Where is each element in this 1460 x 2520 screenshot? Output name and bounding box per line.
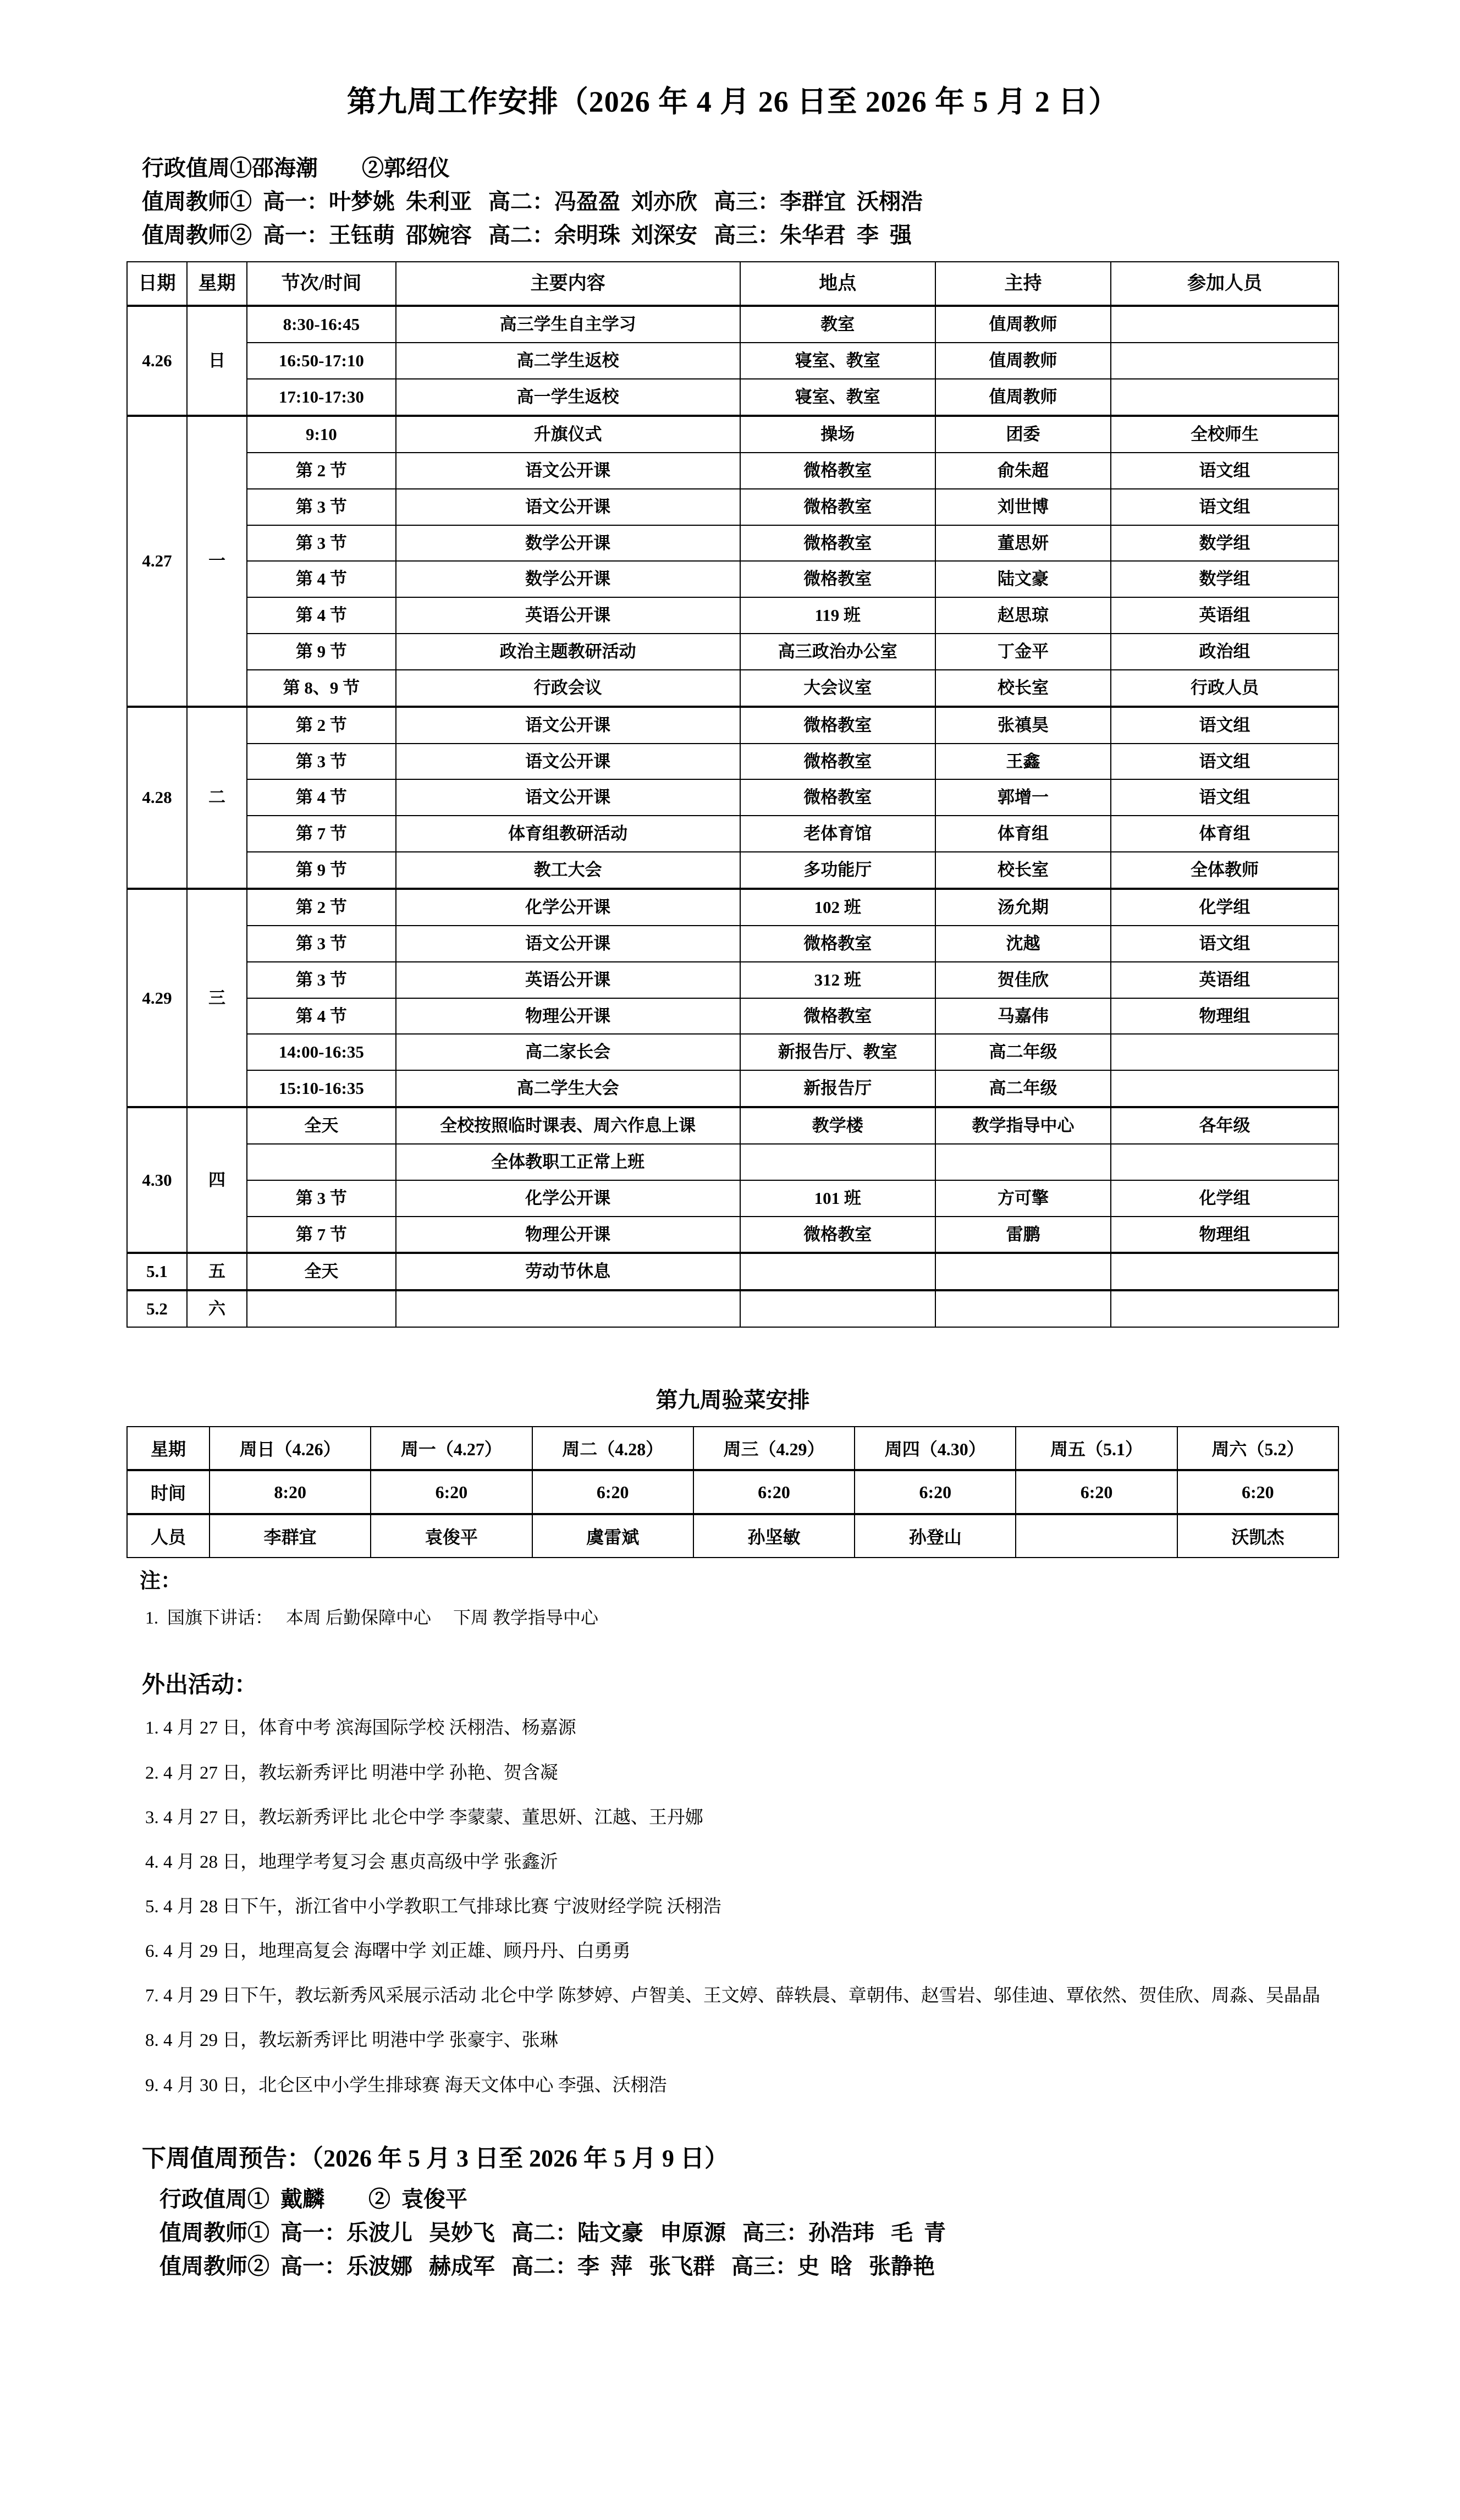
cell-weekday: 三	[187, 889, 247, 1107]
cell-place: 教学楼	[740, 1107, 935, 1144]
notes-heading: 注：	[140, 1570, 182, 1593]
cell-host: 值周教师	[935, 379, 1111, 416]
cell-content: 物理公开课	[396, 1217, 740, 1253]
food-person-cell-2: 虞雷斌	[532, 1514, 693, 1558]
cell-period: 第 3 节	[247, 489, 396, 525]
outing-item-2: 2. 4 月 27 日，教坛新秀评比 明港中学 孙艳、贺含凝	[145, 1763, 558, 1783]
cell-attendees: 化学组	[1111, 1180, 1338, 1217]
cell-period: 17:10-17:30	[247, 379, 396, 416]
cell-content: 高二家长会	[396, 1034, 740, 1070]
duty-header-block	[126, 152, 1339, 252]
outing-item-6: 6. 4 月 29 日，地理高复会 海曙中学 刘正雄、顾丹丹、白勇勇	[145, 1941, 631, 1962]
notes-list	[126, 1605, 1339, 1630]
cell-place	[740, 1290, 935, 1327]
cell-place: 微格教室	[740, 453, 935, 489]
cell-host: 值周教师	[935, 343, 1111, 379]
cell-attendees: 物理组	[1111, 998, 1338, 1035]
cell-host: 教学指导中心	[935, 1107, 1111, 1144]
outing-item-8: 8. 4 月 29 日，教坛新秀评比 明港中学 张豪宇、张琳	[145, 2031, 558, 2051]
outing-item-3: 3. 4 月 27 日，教坛新秀评比 北仑中学 李蒙蒙、董思妍、江越、王丹娜	[145, 1807, 703, 1828]
cell-host: 马嘉伟	[935, 998, 1111, 1035]
cell-place: 寝室、教室	[740, 343, 935, 379]
cell-attendees: 全校师生	[1111, 416, 1338, 453]
admin-duty-line: 行政值周①邵海潮 ②郭绍仪	[142, 156, 450, 181]
cell-host: 高二年级	[935, 1034, 1111, 1070]
cell-attendees: 语文组	[1111, 779, 1338, 816]
outings-list	[126, 1714, 1339, 2099]
food-table-head	[127, 1427, 1338, 1470]
cell-attendees	[1111, 306, 1338, 343]
col-header-weekday: 星期	[187, 262, 247, 306]
cell-date: 4.26	[127, 306, 187, 416]
cell-content: 语文公开课	[396, 707, 740, 744]
cell-weekday: 五	[187, 1253, 247, 1290]
table-row	[127, 670, 1338, 707]
food-time-cell-4: 6:20	[855, 1470, 1016, 1514]
cell-host: 雷鹏	[935, 1217, 1111, 1253]
cell-date: 5.2	[127, 1290, 187, 1327]
cell-host: 刘世博	[935, 489, 1111, 525]
table-row	[127, 634, 1338, 670]
cell-place: 老体育馆	[740, 816, 935, 852]
col-header-place: 地点	[740, 262, 935, 306]
col-header-date: 日期	[127, 262, 187, 306]
outing-item-7: 7. 4 月 29 日下午，教坛新秀风采展示活动 北仑中学 陈梦婷、卢智美、王文婷、薛轶晨、章朝伟、赵雪岩、邬佳迪、覃依然、贺佳欣、周淼、吴晶晶	[145, 1986, 1320, 2006]
table-row	[127, 1034, 1338, 1070]
table-row	[127, 561, 1338, 597]
cell-host: 俞朱超	[935, 453, 1111, 489]
cell-date: 5.1	[127, 1253, 187, 1290]
food-time-cell-1: 6:20	[371, 1470, 532, 1514]
cell-content: 教工大会	[396, 852, 740, 889]
food-row-label-time: 时间	[127, 1470, 210, 1514]
cell-period: 15:10-16:35	[247, 1070, 396, 1107]
food-day-header-5: 周五（5.1）	[1016, 1427, 1177, 1470]
cell-place: 微格教室	[740, 561, 935, 597]
cell-place: 102 班	[740, 889, 935, 926]
cell-place: 微格教室	[740, 525, 935, 562]
food-time-cell-0: 8:20	[210, 1470, 371, 1514]
cell-period: 9:10	[247, 416, 396, 453]
table-row	[127, 489, 1338, 525]
food-inspection-table	[126, 1426, 1339, 1558]
cell-host: 王鑫	[935, 744, 1111, 780]
food-person-cell-0: 李群宜	[210, 1514, 371, 1558]
food-day-header-6: 周六（5.2）	[1177, 1427, 1338, 1470]
cell-place: 高三政治办公室	[740, 634, 935, 670]
cell-period: 第 9 节	[247, 852, 396, 889]
duty-teacher-1-line: 值周教师① 高一：叶梦姚 朱利亚 高二：冯盈盈 刘亦欣 高三：李群宜 沃栩浩	[142, 189, 923, 214]
cell-content: 数学公开课	[396, 561, 740, 597]
food-time-cell-5: 6:20	[1016, 1470, 1177, 1514]
cell-period: 第 3 节	[247, 525, 396, 562]
cell-place	[740, 1144, 935, 1180]
cell-place: 微格教室	[740, 1217, 935, 1253]
cell-host: 团委	[935, 416, 1111, 453]
cell-host: 贺佳欣	[935, 962, 1111, 998]
cell-content: 语文公开课	[396, 489, 740, 525]
cell-attendees: 物理组	[1111, 1217, 1338, 1253]
food-time-row	[127, 1470, 1338, 1514]
cell-content: 全校按照临时课表、周六作息上课	[396, 1107, 740, 1144]
cell-period: 第 4 节	[247, 998, 396, 1035]
cell-period: 全天	[247, 1107, 396, 1144]
cell-host: 沈越	[935, 926, 1111, 962]
cell-period	[247, 1144, 396, 1180]
cell-attendees: 语文组	[1111, 453, 1338, 489]
cell-place: 操场	[740, 416, 935, 453]
cell-host: 校长室	[935, 852, 1111, 889]
food-person-cell-1: 袁俊平	[371, 1514, 532, 1558]
cell-period: 第 3 节	[247, 744, 396, 780]
cell-date: 4.27	[127, 416, 187, 707]
cell-content: 英语公开课	[396, 597, 740, 634]
cell-period: 第 2 节	[247, 453, 396, 489]
cell-period: 14:00-16:35	[247, 1034, 396, 1070]
cell-attendees: 化学组	[1111, 889, 1338, 926]
cell-host: 高二年级	[935, 1070, 1111, 1107]
cell-place: 新报告厅	[740, 1070, 935, 1107]
cell-content: 行政会议	[396, 670, 740, 707]
food-time-cell-3: 6:20	[693, 1470, 855, 1514]
cell-attendees	[1111, 1070, 1338, 1107]
cell-content: 高二学生大会	[396, 1070, 740, 1107]
schedule-table-head	[127, 262, 1338, 306]
cell-attendees: 数学组	[1111, 525, 1338, 562]
table-row	[127, 416, 1338, 453]
page-title: 第九周工作安排（2026 年 4 月 26 日至 2026 年 5 月 2 日）	[346, 85, 1119, 118]
table-row	[127, 889, 1338, 926]
cell-weekday: 一	[187, 416, 247, 707]
cell-content: 体育组教研活动	[396, 816, 740, 852]
cell-attendees: 英语组	[1111, 597, 1338, 634]
cell-attendees: 语文组	[1111, 744, 1338, 780]
outing-item-9: 9. 4 月 30 日，北仑区中小学生排球赛 海天文体中心 李强、沃栩浩	[145, 2075, 667, 2095]
weekly-schedule-table	[126, 261, 1339, 1328]
cell-date: 4.28	[127, 707, 187, 889]
cell-place: 微格教室	[740, 744, 935, 780]
cell-host: 郭增一	[935, 779, 1111, 816]
cell-attendees: 政治组	[1111, 634, 1338, 670]
cell-weekday: 二	[187, 707, 247, 889]
cell-period: 第 9 节	[247, 634, 396, 670]
food-day-header-1: 周一（4.27）	[371, 1427, 532, 1470]
cell-host: 体育组	[935, 816, 1111, 852]
table-row	[127, 1217, 1338, 1253]
cell-content: 语文公开课	[396, 453, 740, 489]
cell-place: 119 班	[740, 597, 935, 634]
table-row	[127, 379, 1338, 416]
next-week-duty-teacher-2: 值周教师② 高一：乐波娜 赫成军 高二：李 萍 张飞群 高三：史 晗 张静艳	[159, 2253, 935, 2279]
schedule-table-body	[127, 306, 1338, 1327]
cell-content: 劳动节休息	[396, 1253, 740, 1290]
cell-attendees	[1111, 1144, 1338, 1180]
cell-date: 4.30	[127, 1107, 187, 1253]
cell-host	[935, 1253, 1111, 1290]
cell-period: 第 2 节	[247, 707, 396, 744]
cell-host: 方可擎	[935, 1180, 1111, 1217]
cell-content: 高二学生返校	[396, 343, 740, 379]
cell-place: 新报告厅、教室	[740, 1034, 935, 1070]
cell-content: 物理公开课	[396, 998, 740, 1035]
cell-content: 化学公开课	[396, 889, 740, 926]
cell-attendees	[1111, 343, 1338, 379]
col-header-content: 主要内容	[396, 262, 740, 306]
table-row	[127, 453, 1338, 489]
food-time-cell-2: 6:20	[532, 1470, 693, 1514]
cell-host	[935, 1144, 1111, 1180]
cell-content: 高一学生返校	[396, 379, 740, 416]
table-row	[127, 779, 1338, 816]
cell-content: 升旗仪式	[396, 416, 740, 453]
cell-place: 多功能厅	[740, 852, 935, 889]
cell-content: 全体教职工正常上班	[396, 1144, 740, 1180]
food-day-header-2: 周二（4.28）	[532, 1427, 693, 1470]
cell-period: 第 4 节	[247, 779, 396, 816]
food-table-body	[127, 1470, 1338, 1558]
table-row	[127, 998, 1338, 1035]
cell-place: 微格教室	[740, 926, 935, 962]
table-row	[127, 525, 1338, 562]
table-row	[127, 1290, 1338, 1327]
cell-period: 第 7 节	[247, 1217, 396, 1253]
food-row-label-weekday: 星期	[127, 1427, 210, 1470]
cell-content: 语文公开课	[396, 926, 740, 962]
next-week-duty-teacher-1: 值周教师① 高一：乐波儿 吴妙飞 高二：陆文豪 申原源 高三：孙浩玮 毛 青	[159, 2220, 946, 2245]
cell-place: 微格教室	[740, 707, 935, 744]
cell-content: 英语公开课	[396, 962, 740, 998]
table-row	[127, 852, 1338, 889]
cell-host: 张禛昊	[935, 707, 1111, 744]
cell-period: 第 3 节	[247, 926, 396, 962]
cell-attendees	[1111, 1290, 1338, 1327]
table-row	[127, 744, 1338, 780]
cell-content: 高三学生自主学习	[396, 306, 740, 343]
cell-host: 校长室	[935, 670, 1111, 707]
cell-attendees: 语文组	[1111, 489, 1338, 525]
food-time-cell-6: 6:20	[1177, 1470, 1338, 1514]
food-table-title: 第九周验菜安排	[655, 1388, 810, 1413]
cell-place: 312 班	[740, 962, 935, 998]
outing-item-4: 4. 4 月 28 日，地理学考复习会 惠贞高级中学 张鑫沂	[145, 1852, 558, 1872]
cell-place: 微格教室	[740, 998, 935, 1035]
food-day-header-4: 周四（4.30）	[855, 1427, 1016, 1470]
cell-place	[740, 1253, 935, 1290]
cell-period: 第 4 节	[247, 597, 396, 634]
cell-host: 值周教师	[935, 306, 1111, 343]
food-row-label-person: 人员	[127, 1514, 210, 1558]
food-person-cell-5	[1016, 1514, 1177, 1558]
cell-place: 101 班	[740, 1180, 935, 1217]
cell-host	[935, 1290, 1111, 1327]
food-person-cell-4: 孙登山	[855, 1514, 1016, 1558]
food-header-row	[127, 1427, 1338, 1470]
next-week-heading: 下周值周预告：（2026 年 5 月 3 日至 2026 年 5 月 9 日）	[142, 2144, 729, 2172]
next-week-admin-duty: 行政值周① 戴麟 ② 袁俊平	[159, 2186, 467, 2211]
cell-period: 第 3 节	[247, 1180, 396, 1217]
cell-attendees: 全体教师	[1111, 852, 1338, 889]
cell-attendees: 各年级	[1111, 1107, 1338, 1144]
cell-host: 丁金平	[935, 634, 1111, 670]
food-day-header-3: 周三（4.29）	[693, 1427, 855, 1470]
col-header-period: 节次/时间	[247, 262, 396, 306]
cell-host: 赵思琼	[935, 597, 1111, 634]
duty-teacher-2-line: 值周教师② 高一：王钰萌 邵婉容 高二：余明珠 刘深安 高三：朱华君 李 强	[142, 222, 912, 247]
cell-host: 汤允期	[935, 889, 1111, 926]
outing-item-1: 1. 4 月 27 日，体育中考 滨海国际学校 沃栩浩、杨嘉源	[145, 1718, 576, 1738]
cell-period: 全天	[247, 1253, 396, 1290]
cell-weekday: 四	[187, 1107, 247, 1253]
cell-attendees	[1111, 1034, 1338, 1070]
table-row	[127, 816, 1338, 852]
cell-period: 8:30-16:45	[247, 306, 396, 343]
table-row	[127, 1180, 1338, 1217]
cell-period: 第 7 节	[247, 816, 396, 852]
cell-host: 董思妍	[935, 525, 1111, 562]
cell-host: 陆文豪	[935, 561, 1111, 597]
food-person-cell-3: 孙坚敏	[693, 1514, 855, 1558]
table-row	[127, 597, 1338, 634]
cell-period: 16:50-17:10	[247, 343, 396, 379]
note-item-1: 1. 国旗下讲话： 本周 后勤保障中心 下周 教学指导中心	[145, 1608, 599, 1628]
outings-heading: 外出活动：	[142, 1672, 258, 1698]
table-row	[127, 1107, 1338, 1144]
cell-period: 第 3 节	[247, 962, 396, 998]
cell-content: 数学公开课	[396, 525, 740, 562]
cell-attendees: 数学组	[1111, 561, 1338, 597]
cell-content: 语文公开课	[396, 779, 740, 816]
col-header-host: 主持	[935, 262, 1111, 306]
table-row	[127, 926, 1338, 962]
cell-weekday: 日	[187, 306, 247, 416]
cell-attendees	[1111, 379, 1338, 416]
cell-attendees: 行政人员	[1111, 670, 1338, 707]
table-row	[127, 343, 1338, 379]
cell-place: 大会议室	[740, 670, 935, 707]
table-row	[127, 306, 1338, 343]
cell-period	[247, 1290, 396, 1327]
food-person-cell-6: 沃凯杰	[1177, 1514, 1338, 1558]
cell-period: 第 4 节	[247, 561, 396, 597]
table-row	[127, 1253, 1338, 1290]
cell-attendees	[1111, 1253, 1338, 1290]
cell-content: 化学公开课	[396, 1180, 740, 1217]
food-person-row	[127, 1514, 1338, 1558]
cell-content: 语文公开课	[396, 744, 740, 780]
table-row	[127, 1144, 1338, 1180]
cell-place: 寝室、教室	[740, 379, 935, 416]
table-row	[127, 707, 1338, 744]
cell-attendees: 英语组	[1111, 962, 1338, 998]
cell-place: 微格教室	[740, 489, 935, 525]
table-row	[127, 962, 1338, 998]
cell-weekday: 六	[187, 1290, 247, 1327]
food-day-header-0: 周日（4.26）	[210, 1427, 371, 1470]
cell-period: 第 2 节	[247, 889, 396, 926]
table-header-row	[127, 262, 1338, 306]
cell-attendees: 语文组	[1111, 926, 1338, 962]
cell-content	[396, 1290, 740, 1327]
table-row	[127, 1070, 1338, 1107]
col-header-attendees: 参加人员	[1111, 262, 1338, 306]
cell-place: 微格教室	[740, 779, 935, 816]
cell-attendees: 体育组	[1111, 816, 1338, 852]
cell-attendees: 语文组	[1111, 707, 1338, 744]
cell-place: 教室	[740, 306, 935, 343]
cell-period: 第 8、9 节	[247, 670, 396, 707]
outing-item-5: 5. 4 月 28 日下午，浙江省中小学教职工气排球比赛 宁波财经学院 沃栩浩	[145, 1897, 721, 1917]
cell-date: 4.29	[127, 889, 187, 1107]
cell-content: 政治主题教研活动	[396, 634, 740, 670]
